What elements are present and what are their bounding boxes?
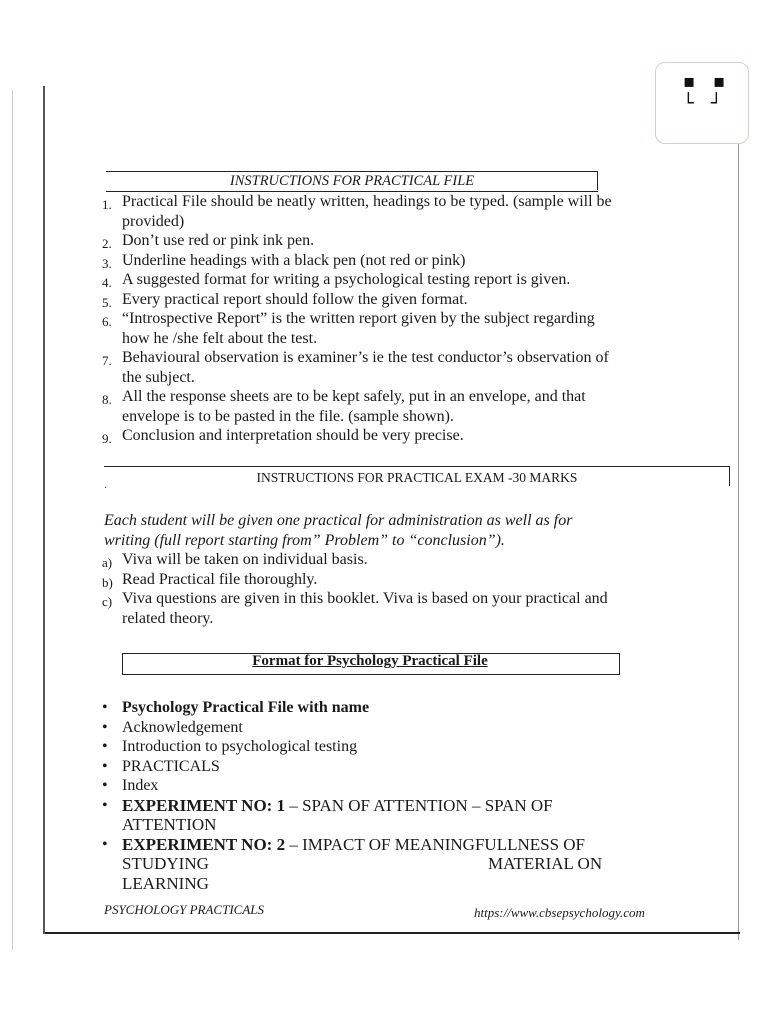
list-item: • Psychology Practical File with name (102, 699, 370, 716)
section2-heading-line (104, 466, 730, 467)
item-number: b) (102, 574, 113, 590)
item-text-line: All the response sheets are to be kept safely, put in an envelope, and that (122, 388, 586, 405)
item-text-line: provided) (122, 212, 185, 230)
crop-mark-icon: ▪ (683, 71, 696, 92)
item-number: a) (102, 555, 113, 570)
exam-intro: Each student will be given one practical for administration as well as for writing (full report starting from” Problem” to “conclusion”). (104, 512, 573, 549)
item-text-line: Read Practical file thoroughly. (122, 570, 318, 588)
list-item (102, 570, 712, 590)
footer-url: https://www.cbsepsychology.com (474, 905, 645, 920)
section1-heading: INSTRUCTIONS FOR PRACTICAL FILE (229, 173, 475, 189)
item-text-line: the subject. (122, 368, 195, 386)
left-margin-line (43, 86, 45, 934)
list-item (102, 192, 712, 231)
item-text-line: A suggested format for writing a psychological testing report is given. (122, 271, 571, 288)
bullet-icon: • (102, 738, 108, 755)
crop-mark-icon: ┘ (711, 93, 722, 114)
right-margin-line (738, 130, 739, 940)
bullet-icon: • (102, 757, 108, 775)
item-number: 2. (102, 236, 112, 251)
footer-left: PSYCHOLOGY PRACTICALS (104, 902, 264, 917)
file-format-list (102, 698, 682, 893)
crop-mark-icon: └ (683, 93, 694, 114)
item-number: c) (102, 594, 113, 609)
item-number: 3. (102, 255, 112, 271)
scan-edge-line (12, 90, 13, 950)
bullet-icon: • (102, 699, 108, 716)
item-number: 7. (102, 353, 112, 368)
item-text-line: Don’t use red or pink ink pen. (122, 232, 315, 249)
list-item (102, 270, 712, 290)
bullet-icon: • (102, 835, 108, 853)
item-number: 5. (102, 294, 112, 310)
item-text-line: Viva questions are given in this booklet. Viva is based on your practical and (122, 590, 608, 607)
item-number: 1. (102, 197, 112, 212)
section2-heading: INSTRUCTIONS FOR PRACTICAL EXAM -30 MARKS (256, 470, 578, 485)
crop-mark-icon: ▪ (713, 71, 726, 92)
list-item (102, 550, 712, 570)
item-text-line: Underline headings with a black pen (not red or pink) (122, 251, 466, 269)
item-text-line: Practical File should be neatly written, headings to be typed. (sample will be (122, 193, 612, 210)
item-text-line: Behavioural observation is examiner’s ie the test conductor’s observation of (122, 349, 609, 366)
bullet-icon: • (102, 718, 108, 736)
list-item: • Introduction to psychological testing (102, 738, 358, 755)
list-item: • EXPERIMENT NO: 2 – IMPACT OF MEANINGFULLNESS OF STUDYING MATERIAL ON LEARNING (102, 834, 603, 893)
item-text-line: “Introspective Report” is the written report given by the subject regarding (122, 310, 595, 327)
list-item (102, 348, 712, 387)
list-item (102, 251, 712, 271)
list-item (102, 231, 712, 251)
item-text-line: related theory. (122, 609, 214, 627)
list-item (102, 589, 712, 628)
exam-instructions (102, 550, 712, 628)
item-number: 8. (102, 392, 112, 407)
item-number: 6. (102, 314, 112, 329)
bullet-icon: • (102, 796, 108, 814)
list-item: • EXPERIMENT NO: 1 – SPAN OF ATTENTION – SPAN OF ATTENTION (102, 795, 553, 834)
list-item (102, 387, 712, 426)
bottom-rule (45, 932, 740, 934)
item-text-line: envelope is to be pasted in the file. (sample shown). (122, 407, 454, 425)
bullet-icon: • (102, 777, 108, 794)
item-text-line: how he /she felt about the test. (122, 329, 318, 347)
section3-heading: Format for Psychology Practical File (252, 653, 488, 669)
list-item (102, 426, 712, 446)
corner-crop-box (655, 62, 749, 144)
item-text-line: Every practical report should follow the given format. (122, 290, 468, 308)
list-item (102, 290, 712, 310)
stray-dot: · (104, 483, 108, 494)
list-item: • Index (102, 777, 159, 794)
item-number: 9. (102, 431, 112, 446)
item-text-line: Viva will be taken on individual basis. (122, 551, 368, 568)
item-number: 4. (102, 275, 112, 290)
list-item: • Acknowledgement (102, 718, 243, 736)
item-text-line: Conclusion and interpretation should be very precise. (122, 427, 464, 444)
list-item: • PRACTICALS (102, 757, 220, 775)
list-item (102, 309, 712, 348)
practical-file-instructions (102, 192, 712, 446)
section1-heading-topline (106, 171, 598, 172)
